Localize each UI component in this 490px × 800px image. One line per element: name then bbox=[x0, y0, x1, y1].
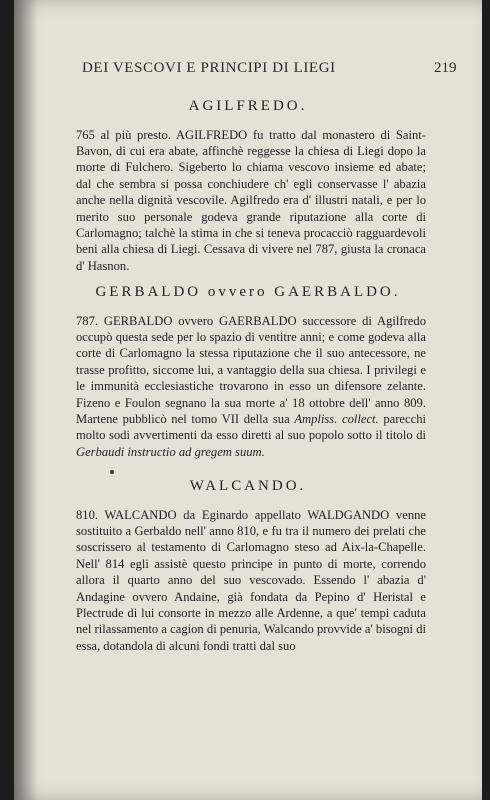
entry-agilfredo bbox=[76, 127, 426, 275]
section-heading-agilfredo: AGILFREDO. bbox=[188, 98, 308, 114]
entry-text: parecchi molto sodi avvertimenti da esso diretti al suo popolo sotto il titolo di bbox=[76, 412, 426, 443]
book-page bbox=[14, 0, 482, 800]
entry-year: 787 bbox=[76, 313, 95, 328]
entry-text: . GERBALDO ovvero GAERBALDO successore di Agilfredo occupò questa sede per lo spazio di ventitre anni; e come godeva alla corte di Carlomagno la stessa riputazione che il suo antecessore, ne trasse profitto, siccome lui, a vantaggio della sua chiesa. I privilegi e le immunità ecclesiastiche trovarono in esso un difensore zelante. Fizeno e Foulon segnano la sua morte a' 18 ottobre dell' anno 809. Martene pubblicò nel tomo VII della sua bbox=[76, 313, 426, 427]
entry-text: al più presto. AGILFREDO fu tratto dal monastero di Saint-Bavon, di cui era abate, affinchè reggesse la chiesa di Liegi dopo la morte di Fulchero. Sigeberto lo chiama vescovo insieme ed abate; dal che sembra si possa conchiudere ch' egli conservasse l' abazia anche nella dignità vescovile. Agilfredo era d' illustri natali, e per lo merito suo personale godeva grande riputazione alla corte di Carlomagno; talchè la stima in che si teneva procacciò ragguardevoli beni alla chiesa di Liegi. Cessava di vivere nel 787, giusta la cronaca d' Hasnon. bbox=[76, 127, 426, 273]
ink-dot bbox=[110, 470, 114, 474]
section-heading-walcando: WALCANDO. bbox=[189, 478, 307, 494]
entry-gerbaldo bbox=[76, 313, 426, 461]
page-number: 219 bbox=[434, 60, 457, 76]
entry-year: 765 bbox=[76, 127, 95, 142]
gutter-shadow bbox=[14, 0, 38, 800]
entry-italic-title: Ampliss. collect. bbox=[294, 412, 379, 427]
entry-year: 810 bbox=[76, 507, 95, 522]
section-heading-gerbaldo: GERBALDO ovvero GAERBALDO. bbox=[95, 284, 401, 300]
entry-italic-title: Gerbaudi instructio ad gregem suum. bbox=[76, 444, 265, 459]
entry-text: . WALCANDO da Eginardo appellato WALDGANDO venne sostituito a Gerbaldo nell' anno 810, e fu tra il numero dei prelati che soscrissero al testamento di Carlomagno steso ad Aix-la-Chapelle. Nell' 814 egli assistè questo principe in punto di morte, correndo allora il quarto anno del suo vescovado. Essendo l' abazia d' Andagine ovvero Andaine, già fondata da Pepino d' Heristal e Plectrude di lui consorte in mezzo alle Ardenne, a que' tempi caduta nel rilassamento a cagion di penuria, Walcando provvide a' bisogni di essa, dotandola di alcuni fondi tratti dal suo bbox=[76, 507, 426, 653]
entry-walcando bbox=[76, 507, 426, 655]
running-head: DEI VESCOVI E PRINCIPI DI LIEGI bbox=[82, 60, 336, 76]
